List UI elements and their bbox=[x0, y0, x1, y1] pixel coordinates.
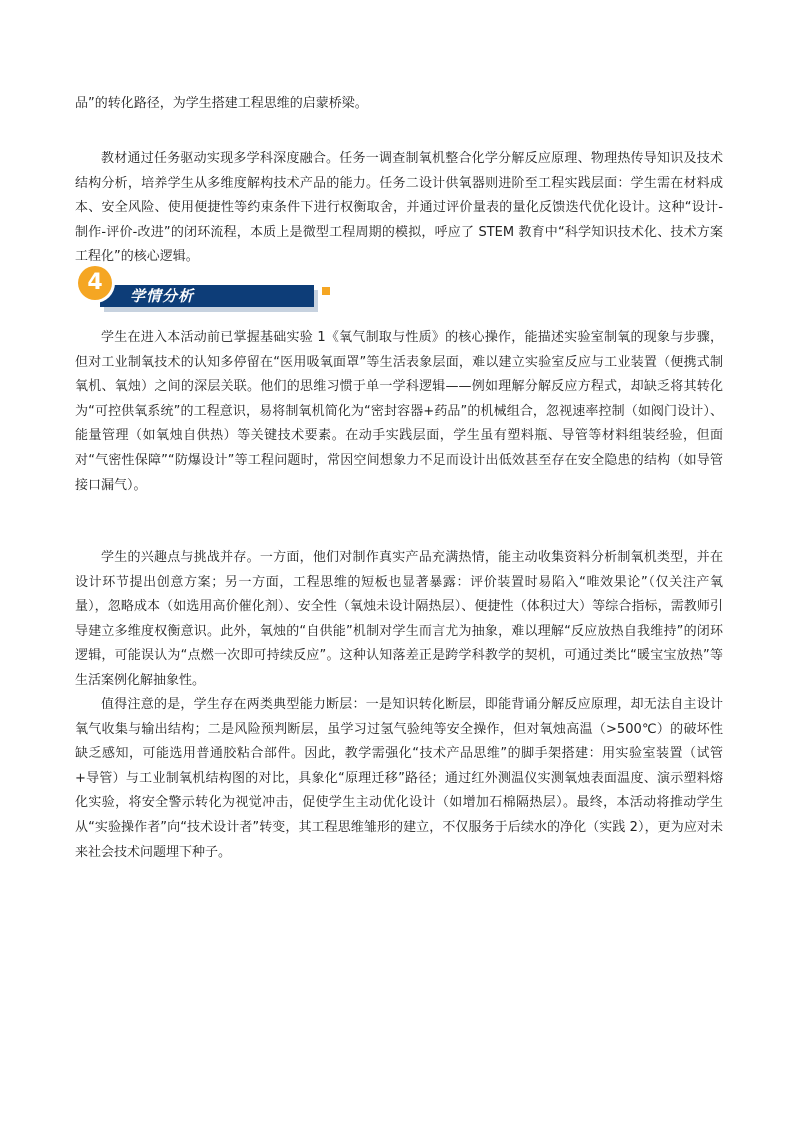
paragraph-capability-gaps: 值得注意的是，学生存在两类典型能力断层：一是知识转化断层，即能背诵分解反应原理，却无法自主设计氧气收集与输出结构；二是风险预判断层，虽学习过氢气验纯等安全操作，但对氧烛高温（>500℃）的破坏性缺乏感知，可能选用普通胶粘合部件。因此，教学需强化“技术产品思维”的脚手架搭建：用实验室装置（试管+导管）与工业制氧机结构图的对比，具象化“原理迁移”路径；通过红外测温仪实测氧烛表面温度、演示塑料熔化实验，将安全警示转化为视觉冲击，促使学生主动优化设计（如增加石棉隔热层）。最终，本活动将推动学生从“实验操作者”向“技术设计者”转变，其工程思维雏形的建立，不仅服务于后续水的净化（实践 2），更为应对未来社会技术问题埋下种子。 bbox=[75, 697, 723, 860]
section-title: 学情分析 bbox=[130, 287, 195, 305]
paragraph-textbook-analysis: 教材通过任务驱动实现多学科深度融合。任务一调查制氧机整合化学分解反应原理、物理热传导知识及技术结构分析，培养学生从多维度解构技术产品的能力。任务二设计供氧器则进阶至工程实践层面：学生需在材料成本、安全风险、使用便捷性等约束条件下进行权衡取舍，并通过评价量表的量化反馈迭代优化设计。这种“设计-制作-评价-改进”的闭环流程，本质上是微型工程周期的模拟，呼应了 STEM 教育中“科学知识技术化、技术方案工程化”的核心逻辑。 bbox=[75, 151, 723, 265]
section-number-badge: 4 bbox=[78, 266, 112, 300]
paragraph-continuation: 品”的转化路径，为学生搭建工程思维的启蒙桥梁。 bbox=[75, 96, 368, 111]
heading-accent-square bbox=[322, 287, 330, 295]
paragraph-interests-challenges: 学生的兴趣点与挑战并存。一方面，他们对制作真实产品充满热情，能主动收集资料分析制氧机类型，并在设计环节提出创意方案；另一方面，工程思维的短板也显著暴露：评价装置时易陷入“唯效果论”（仅关注产氧量），忽略成本（如选用高价催化剂）、安全性（氧烛未设计隔热层）、便捷性（体积过大）等综合指标，需教师引导建立多维度权衡意识。此外，氧烛的“自供能”机制对学生而言尤为抽象，难以理解“反应放热自我维持”的闭环逻辑，可能误认为“点燃一次即可持续反应”。这种认知落差正是跨学科教学的契机，可通过类比“暖宝宝放热”等生活案例化解抽象性。 bbox=[75, 550, 723, 688]
section-heading bbox=[78, 264, 263, 316]
paragraph-student-background: 学生在进入本活动前已掌握基础实验 1《氧气制取与性质》的核心操作，能描述实验室制氧的现象与步骤，但对工业制氧技术的认知多停留在“医用吸氧面罩”等生活表象层面，难以建立实验室反应与工业装置（便携式制氧机、氧烛）之间的深层关联。他们的思维习惯于单一学科逻辑——例如理解分解反应方程式，却缺乏将其转化为“可控供氧系统”的工程意识，易将制氧机简化为“密封容器+药品”的机械组合，忽视速率控制（如阀门设计）、能量管理（如氧烛自供热）等关键技术要素。在动手实践层面，学生虽有塑料瓶、导管等材料组装经验，但面对“气密性保障”“防爆设计”等工程问题时，常因空间想象力不足而设计出低效甚至存在安全隐患的结构（如导管接口漏气）。 bbox=[75, 330, 723, 493]
